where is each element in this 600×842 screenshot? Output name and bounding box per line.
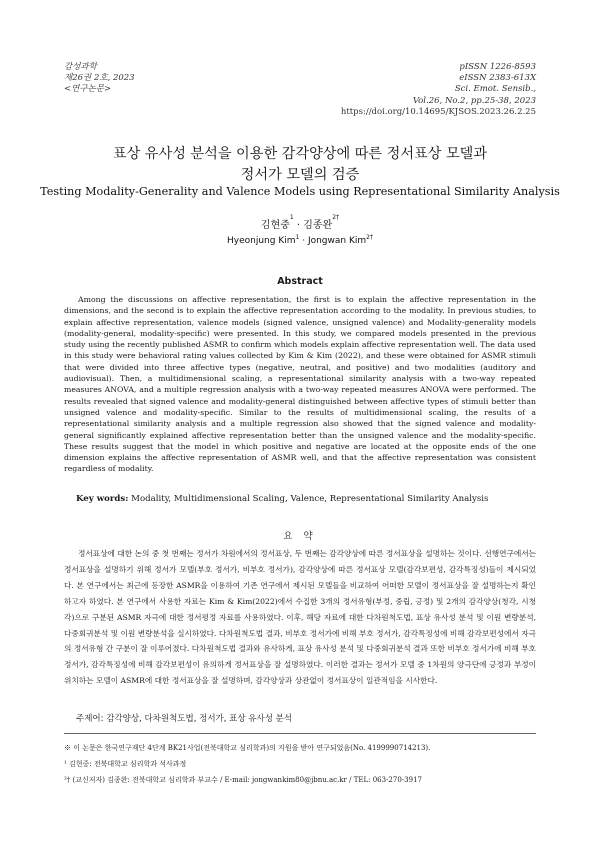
- korean-summary-body: 정서표상에 대한 논의 중 첫 번째는 정서가 차원에서의 정서표상, 두 번째는 감각양상에 따른 정서표상을 설명하는 것이다. 선행연구에서는 정서표상을 설명하기 위해 정서가 모델(부호 정서가, 비부호 정서가), 감각양상에 따른 정서표상 모델(감각보편성, 감각특징성)들이 제시되었다. 본 연구에서는 최근에 등장한 ASMR을 이용하여 기존 연구에서 제시된 모델들을 비교하여 어떠한 모델이 정서표상을 잘 설명하는지 확인하고자 하였다. 본 연구에서 사용한 자료는 Kim & Kim(2022)에서 수집한 3개의 정서유형(부정, 중립, 긍정) 및 2개의 감각양상(청각, 시청각)으로 구분된 ASMR 자극에 대한 정서평정 자료를 사용하였다. 이후, 해당 자료에 대한 다차원척도법, 표상 유사성 분석 및 이원 변량분석, 다중회귀분석 및 이원 변량분석을 실시하였다. 다차원척도법 결과, 비부호 정서가에 비해 부호 정서가, 감각특징성에 비해 감각보편성에서 자극의 정서유형 간 구분이 잘 이루어졌다. 다차원척도법 결과와 유사하게, 표상 유사성 분석 및 다중회귀분석 결과 또한 비부호 정서가에 비해 부호 정서가, 감각특징성에 비해 감각보편성이 유의하게 정서표상을 잘 설명하였다. 이러한 결과는 정서가 모델 중 1차원의 양극단에 긍정과 부정이 위치하는 모델이 ASMR에 대한 정서표상을 잘 설명하며, 감각양상과 상관없이 정서표상이 일관적임을 시사한다.: [64, 549, 536, 686]
- author1-name-ko: 김현중: [260, 220, 290, 231]
- abstract-body: Among the discussions on affective representation, the first is to explain the affective representation in the dimensions, and the second is to explain the affective representation according to the modality. In previous studies, to explain affective representation, valence models (signed valence, unsigned valence) and Modality-generality models (modality-general, modality-specific) were presented. In this study, we compared models presented in the previous study using the recently published ASMR to confirm which models explain affective representation well. The data used in this study were behavioral rating values collected by Kim & Kim (2022), and these were obtained for ASMR stimuli that were divided into three affective types (negative, neutral, and positive) and two modalities (auditory and audiovisual). Then, a multidimensional scaling, a representational similarity analysis with a two-way repeated measures ANOVA, and a multiple regression analysis with a two-way repeated measures ANOVA were performed. The results revealed that signed valence and modality-general distinguished between affective types of stimuli better than unsigned valence and modality-specific. Similar to the results of multidimensional scaling, the results of a representational similarity analysis and a multiple regression also showed that the signed valence and modality-general significantly explained affective representation better than the unsigned valence and the modality-specific. These results suggest that the model in which positive and negative are located at the opposite ends of the one dimension explains the affective representation of ASMR well, and that the affective representation was consistent regardless of modality.: [64, 295, 536, 474]
- footnote-divider: [64, 733, 536, 734]
- author2-name-en: Jongwan Kim: [307, 236, 367, 246]
- korean-title: [0, 144, 600, 186]
- keywords-list: Modality, Multidimensional Scaling, Valence, Representational Similarity Analysis: [128, 494, 489, 504]
- journal-name: 감성과학: [64, 62, 97, 72]
- author2-name-ko: 김종완: [303, 220, 333, 231]
- english-keywords: [76, 494, 536, 504]
- author-separator-en: ·: [299, 236, 308, 246]
- english-authors: [0, 236, 600, 246]
- korean-summary-heading: 요 약: [283, 531, 317, 542]
- korean-title-line2: 정서가 모델의 검증: [240, 167, 360, 183]
- journal-abbrev: Sci. Emot. Sensib.,: [454, 84, 536, 95]
- corresponding-author-footnote: ²† (교신저자) 김종완: 전북대학교 심리학과 부교수 / E-mail: jongwankim80@jbnu.ac.kr / TEL: 063-270-3917: [64, 776, 422, 784]
- pissn: pISSN 1226-8593: [459, 62, 536, 72]
- journal-header-left: [64, 62, 135, 96]
- funding-footnote: ※ 이 논문은 한국연구재단 4단계 BK21사업(전북대학교 심리학과)의 지원을 받아 연구되었음(No. 4199990714213).: [64, 744, 431, 752]
- footnotes: [64, 740, 536, 788]
- author-separator: ·: [293, 220, 304, 231]
- author1-affiliation-mark: 1: [289, 214, 294, 221]
- keywords-label: Key words:: [76, 494, 129, 504]
- author1-affiliation-mark-en: 1: [295, 234, 300, 241]
- author1-name-en: Hyeonjung Kim: [227, 236, 296, 246]
- korean-keywords-list: 감각양상, 다차원척도법, 정서가, 표상 유사성 분석: [103, 714, 293, 724]
- eissn: eISSN 2383-613X: [459, 73, 536, 84]
- journal-header-right: [341, 62, 536, 118]
- author1-footnote: ¹ 김현중: 전북대학교 심리학과 석사과정: [64, 760, 187, 768]
- author2-affiliation-mark: 2†: [332, 214, 340, 221]
- abstract-heading: Abstract: [277, 276, 323, 287]
- korean-authors: [0, 216, 600, 231]
- article-type: <연구논문>: [64, 84, 112, 95]
- korean-title-line1: 표상 유사성 분석을 이용한 감각양상에 따른 정서표상 모델과: [112, 146, 488, 162]
- journal-volume: 제26권 2호, 2023: [64, 73, 135, 84]
- volume-pages: Vol.26, No.2, pp.25-38, 2023: [412, 95, 536, 106]
- english-title: Testing Modality-Generality and Valence Models using Representational Similarity Analysis: [40, 185, 560, 198]
- author2-affiliation-mark-en: 2†: [366, 234, 373, 241]
- korean-keywords: [76, 712, 536, 724]
- doi-link[interactable]: https://doi.org/10.14695/KJSOS.2023.26.2.25: [340, 106, 536, 117]
- korean-keywords-label: 주제어:: [76, 714, 104, 724]
